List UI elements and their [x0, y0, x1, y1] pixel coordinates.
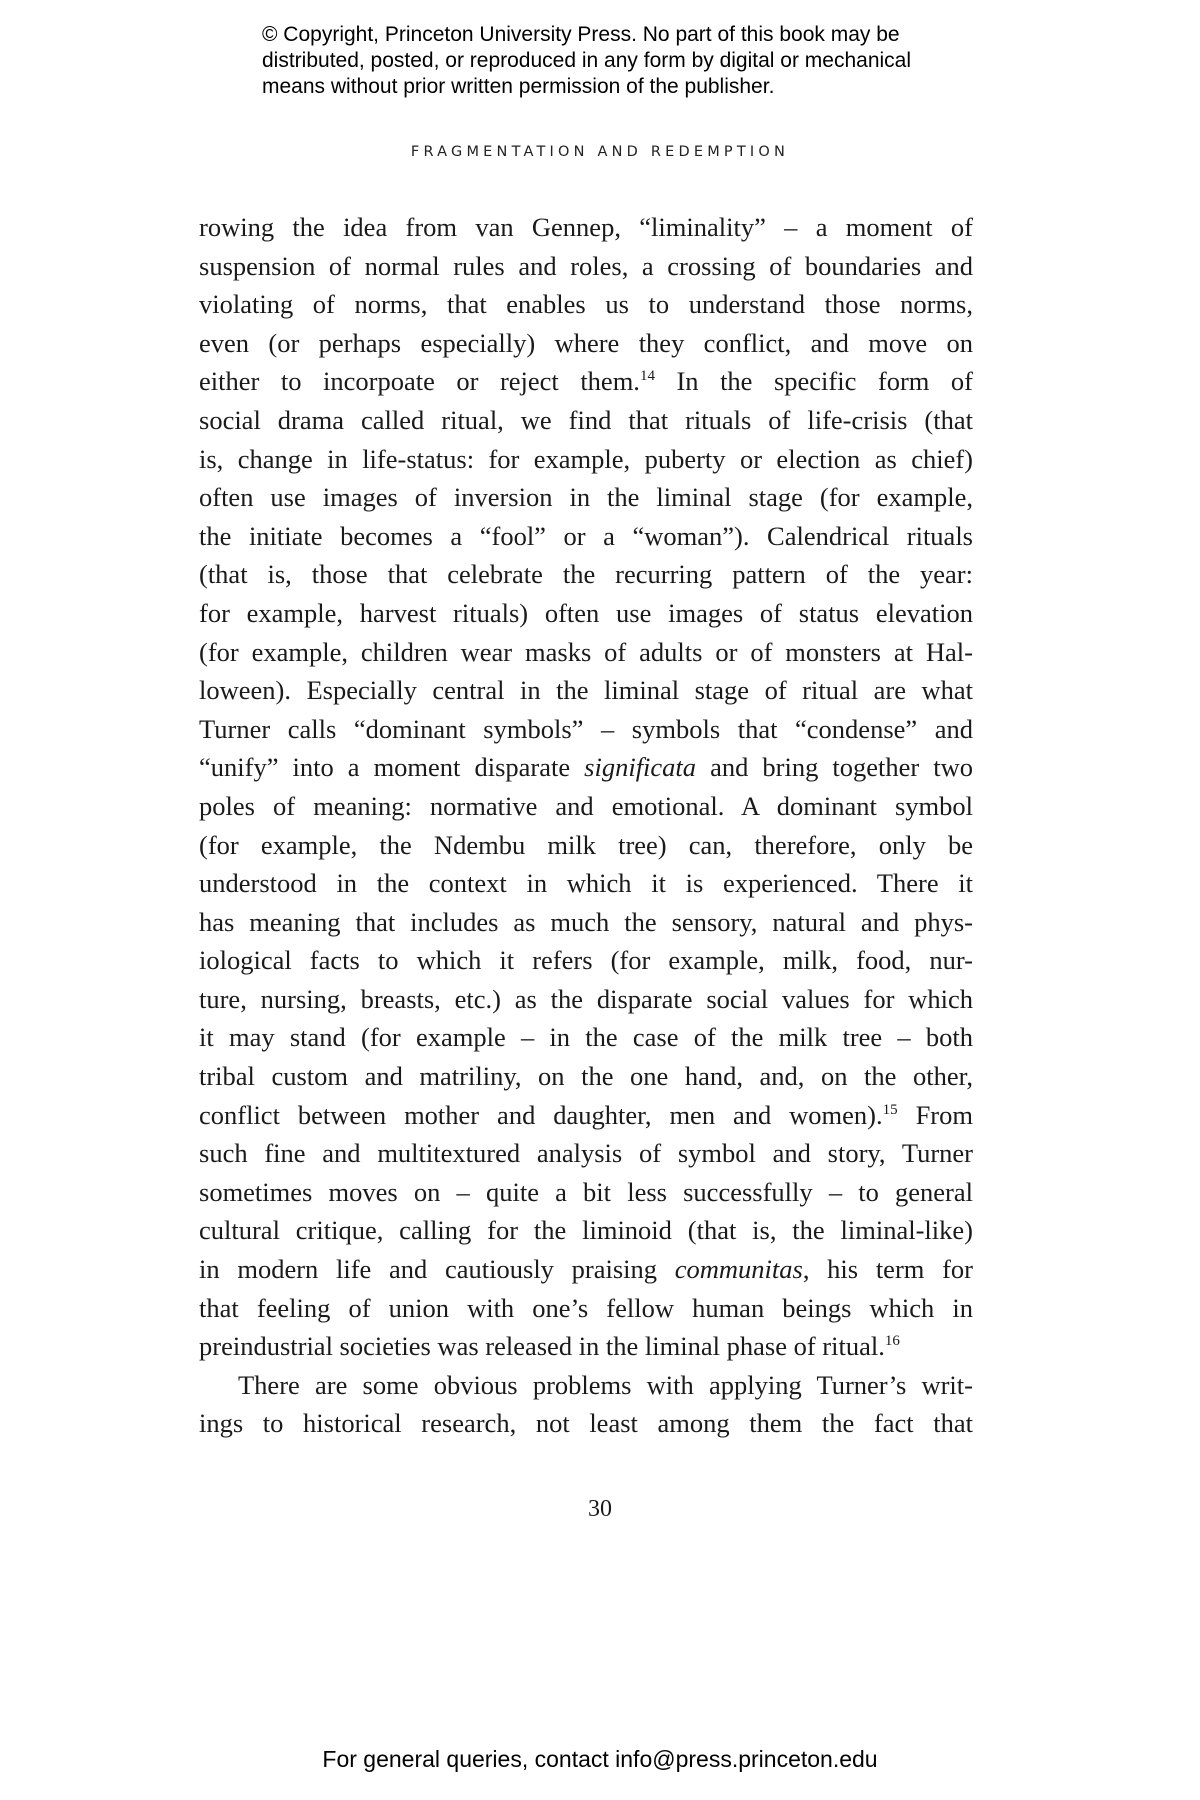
- text-run: iological facts to which it refers (for example, milk, food, nur-: [199, 945, 973, 976]
- text-line: [199, 555, 973, 594]
- text-run: has meaning that includes as much the sensory, natural and phys-: [199, 906, 973, 937]
- text-run: , his term for: [802, 1254, 973, 1285]
- text-run: sometimes moves on – quite a bit less successfully – to general: [199, 1176, 973, 1207]
- text-run: rowing the idea from van Gennep, “liminality” – a moment of: [199, 212, 973, 242]
- text-line: [199, 517, 973, 556]
- text-run: the initiate becomes a “fool” or a “woman”). Calendrical rituals: [199, 520, 973, 551]
- text-line: [199, 401, 973, 440]
- contact-footer: For general queries, contact info@press.princeton.edu: [322, 1746, 878, 1772]
- text-run: understood in the context in which it is experienced. There it: [199, 868, 973, 899]
- text-line: [199, 324, 973, 363]
- text-line: [199, 1134, 973, 1173]
- copyright-line: © Copyright, Princeton University Press. No part of this book may be: [262, 23, 900, 46]
- text-line: [199, 1366, 973, 1405]
- text-run: often use images of inversion in the liminal stage (for example,: [199, 482, 973, 513]
- text-run: tribal custom and matriliny, on the one hand, and, on the other,: [199, 1061, 973, 1092]
- text-line: [199, 208, 973, 247]
- text-line: [199, 285, 973, 324]
- text-run: (for example, children wear masks of adults or of monsters at Hal-: [199, 636, 973, 667]
- text-run: is, change in life-status: for example, puberty or election as chief): [199, 443, 973, 474]
- copyright-line: distributed, posted, or reproduced in any form by digital or mechanical: [262, 49, 912, 72]
- text-line: [199, 1173, 973, 1212]
- text-run: preindustrial societies was released in the liminal phase of ritual.: [199, 1331, 885, 1362]
- text-run: social drama called ritual, we find that rituals of life-crisis (that: [199, 404, 973, 435]
- text-run: and bring together two: [696, 752, 973, 783]
- text-line: [199, 1404, 973, 1443]
- text-run: From: [897, 1099, 973, 1130]
- text-run: for example, harvest rituals) often use images of status elevation: [199, 597, 973, 628]
- text-line: [199, 440, 973, 479]
- text-line: [199, 941, 973, 980]
- running-head: FRAGMENTATION AND REDEMPTION: [410, 144, 790, 160]
- text-run: that feeling of union with one’s fellow human beings which in: [199, 1292, 973, 1323]
- text-line: [199, 671, 973, 710]
- text-run: ture, nursing, breasts, etc.) as the disparate social values for which: [199, 983, 973, 1014]
- text-line: [199, 1289, 973, 1328]
- text-run: even (or perhaps especially) where they conflict, and move on: [199, 327, 973, 358]
- text-line: [199, 633, 973, 672]
- text-line: [199, 826, 973, 865]
- text-run: violating of norms, that enables us to understand those norms,: [199, 289, 973, 320]
- text-run: (for example, the Ndembu milk tree) can, therefore, only be: [199, 829, 973, 860]
- page-number: 30: [588, 1496, 612, 1522]
- text-line: [199, 247, 973, 286]
- text-line: [199, 710, 973, 749]
- text-line: [199, 594, 973, 633]
- text-line: [199, 1211, 973, 1250]
- text-line: [199, 1018, 973, 1057]
- text-line: [199, 1327, 973, 1366]
- text-run: poles of meaning: normative and emotional. A dominant symbol: [199, 790, 973, 821]
- text-run: (that is, those that celebrate the recurring pattern of the year:: [199, 559, 973, 590]
- text-run: loween). Especially central in the liminal stage of ritual are what: [199, 675, 973, 706]
- text-run: such fine and multitextured analysis of symbol and story, Turner: [199, 1138, 973, 1169]
- copyright-notice: [262, 22, 1022, 100]
- text-run: conflict between mother and daughter, men and women).: [199, 1099, 883, 1130]
- text-line: [199, 478, 973, 517]
- text-run: In the specific form of: [654, 366, 974, 397]
- italic-term: significata: [584, 752, 697, 783]
- text-run: either to incorpoate or reject them.: [199, 366, 640, 397]
- text-line: [199, 980, 973, 1019]
- text-line: [199, 787, 973, 826]
- text-run: Turner calls “dominant symbols” – symbols that “condense” and: [199, 713, 973, 744]
- text-run: in modern life and cautiously praising: [199, 1254, 675, 1285]
- text-line: [199, 1250, 973, 1289]
- text-run: suspension of normal rules and roles, a crossing of boundaries and: [199, 250, 973, 281]
- text-run: “unify” into a moment disparate: [199, 752, 585, 783]
- body-text: [199, 208, 973, 1443]
- copyright-line: means without prior written permission of the publisher.: [262, 75, 775, 98]
- text-line: [199, 362, 973, 401]
- text-line: [199, 864, 973, 903]
- text-line: [199, 1096, 973, 1135]
- italic-term: communitas: [674, 1254, 803, 1285]
- text-line: [199, 748, 973, 787]
- text-line: [199, 903, 973, 942]
- footnote-ref: 14: [639, 368, 655, 385]
- text-run: There are some obvious problems with applying Turner’s writ-: [238, 1369, 973, 1400]
- footnote-ref: 16: [884, 1333, 900, 1350]
- text-run: it may stand (for example – in the case of the milk tree – both: [199, 1022, 973, 1053]
- text-run: ings to historical research, not least among them the fact that: [199, 1408, 973, 1439]
- text-run: cultural critique, calling for the liminoid (that is, the liminal-like): [199, 1215, 973, 1246]
- text-line: [199, 1057, 973, 1096]
- footnote-ref: 15: [882, 1101, 898, 1118]
